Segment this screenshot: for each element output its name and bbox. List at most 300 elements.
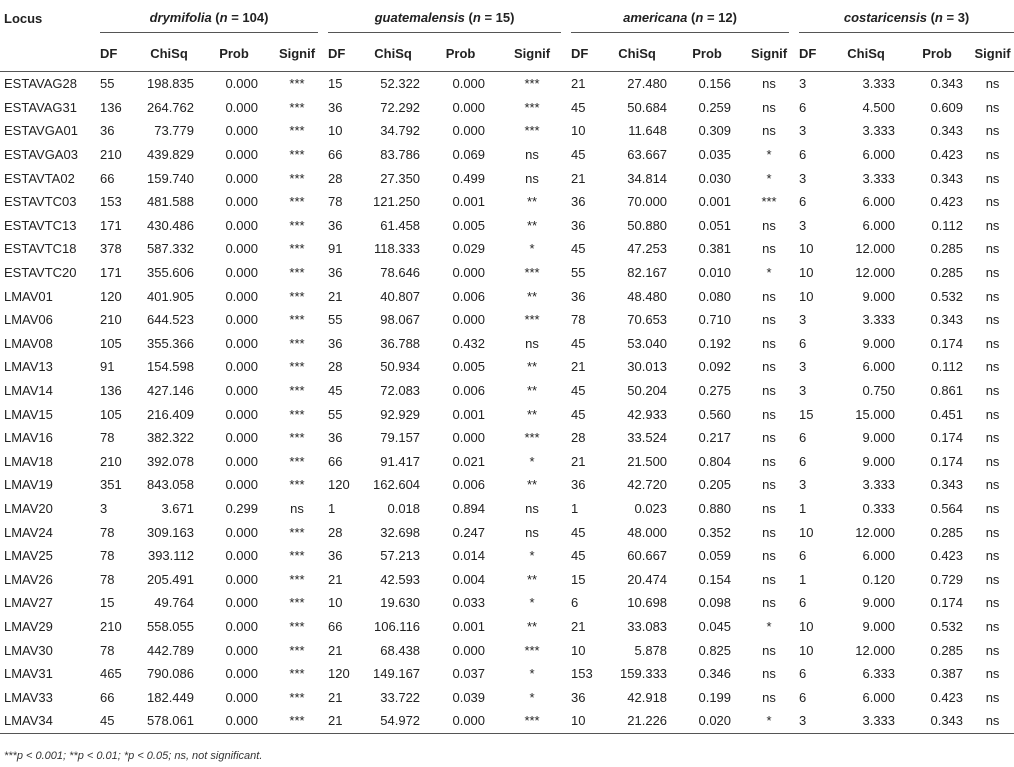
chisq-cell: 57.213: [380, 548, 421, 564]
signif-cell: ***: [289, 618, 305, 634]
signif-cell: ns: [985, 194, 1000, 210]
chisq-cell: 20.474: [627, 571, 668, 587]
df-cell: 6: [799, 666, 807, 682]
signif-cell: ns: [525, 170, 539, 186]
df-cell: 210: [100, 453, 122, 469]
chisq-cell: 50.204: [627, 383, 668, 399]
chisq-cell: 78.646: [380, 265, 421, 281]
df-cell: 10: [799, 524, 814, 540]
df-cell: 21: [328, 642, 343, 658]
df-cell: 78: [100, 430, 115, 446]
locus-cell: ESTAVAG31: [4, 99, 77, 115]
df-cell: 10: [328, 123, 343, 139]
chisq-cell: 309.163: [147, 524, 194, 540]
table-row: [0, 237, 1014, 261]
signif-cell: ns: [762, 406, 776, 422]
df-cell: 66: [328, 147, 343, 163]
signif-cell: ns: [985, 618, 1000, 634]
chisq-cell: 48.480: [627, 288, 668, 304]
prob-cell: 0.000: [452, 642, 486, 658]
signif-cell: ***: [289, 99, 305, 115]
df-cell: 6: [799, 335, 807, 351]
table-row: [0, 96, 1014, 120]
chisq-cell: 3.333: [862, 477, 896, 493]
signif-cell: *: [529, 241, 535, 257]
prob-cell: 0.343: [903, 709, 971, 733]
signif-cell: ns: [762, 595, 776, 611]
signif-cell: ns: [762, 335, 776, 351]
signif-cell: *: [529, 548, 535, 564]
prob-cell: 0.000: [225, 477, 258, 493]
signif-cell: ***: [289, 76, 305, 92]
chisq-cell: 73.779: [154, 123, 194, 139]
locus-header: Locus: [4, 10, 43, 26]
signif-cell: ***: [289, 666, 305, 682]
chisq-cell: 0.120: [862, 571, 896, 587]
df-cell: 1: [328, 500, 336, 516]
signif-cell: ***: [289, 312, 305, 328]
df-cell: 10: [571, 642, 586, 658]
chisq-cell: 12.000: [855, 642, 896, 658]
prob-cell: 0.000: [225, 265, 258, 281]
column-header-row: [0, 36, 1014, 72]
chisq-cell: 33.524: [627, 430, 668, 446]
signif-cell: ns: [985, 500, 1000, 516]
signif-cell: ns: [762, 359, 776, 375]
signif-cell: ***: [524, 312, 540, 328]
locus-cell: LMAV29: [4, 618, 53, 634]
table-row: [0, 72, 1014, 96]
chisq-cell: 3.333: [829, 709, 903, 733]
prob-cell: 0.001: [452, 406, 486, 422]
prob-cell: 0.000: [452, 99, 486, 115]
chisq-cell: 481.588: [147, 194, 194, 210]
df-cell: 21: [328, 709, 358, 733]
df-cell: 120: [100, 288, 122, 304]
df-cell: 36: [328, 335, 343, 351]
df-cell: 66: [100, 689, 115, 705]
signif-cell: ***: [289, 241, 305, 257]
df-cell: 6: [799, 99, 807, 115]
table-row: [0, 709, 1014, 733]
df-cell: 66: [100, 170, 115, 186]
chisq-cell: 0.023: [634, 500, 668, 516]
signif-cell: ns: [985, 288, 1000, 304]
signif-cell: ns: [985, 524, 1000, 540]
prob-cell: 0.000: [225, 595, 258, 611]
prob-cell: 0.199: [698, 689, 732, 705]
prob-cell: 0.156: [698, 76, 732, 92]
df-cell: 10: [799, 618, 814, 634]
signif-cell: ns: [762, 500, 776, 516]
signif-cell: ns: [762, 312, 776, 328]
prob-cell: 0.285: [930, 524, 964, 540]
signif-cell: ***: [524, 265, 540, 281]
prob-cell: 0.014: [452, 548, 486, 564]
table-row: [0, 355, 1014, 379]
table-row: [0, 402, 1014, 426]
prob-cell: 0.029: [452, 241, 486, 257]
chisq-cell: 9.000: [862, 618, 896, 634]
table-row: [0, 332, 1014, 356]
chisq-cell: 118.333: [374, 241, 421, 257]
locus-cell: LMAV06: [4, 312, 53, 328]
df-cell: 21: [571, 170, 586, 186]
table-row: [0, 591, 1014, 615]
prob-cell: 0.381: [698, 241, 732, 257]
prob-cell: 0.000: [202, 709, 266, 733]
signif-cell: *: [766, 147, 772, 163]
signif-cell: **: [526, 217, 538, 233]
prob-cell: 0.000: [452, 430, 486, 446]
df-cell: 36: [571, 194, 586, 210]
signif-cell: ns: [762, 241, 776, 257]
chisq-cell: 149.167: [373, 666, 421, 682]
locus-cell: ESTAVTC18: [4, 241, 77, 257]
chisq-cell: 159.740: [147, 170, 194, 186]
prob-cell: 0.343: [930, 477, 964, 493]
chisq-cell: 382.322: [147, 430, 194, 446]
chisq-cell: 198.835: [147, 76, 194, 92]
column-header-prob: Prob: [202, 36, 266, 72]
chisq-cell: 42.918: [627, 689, 668, 705]
prob-cell: 0.098: [698, 595, 732, 611]
signif-cell: ***: [289, 265, 305, 281]
locus-cell: LMAV33: [4, 689, 53, 705]
prob-cell: 0.564: [930, 500, 964, 516]
df-cell: 3: [799, 477, 807, 493]
prob-cell: 0.000: [452, 76, 486, 92]
df-cell: 78: [100, 642, 115, 658]
chisq-cell: 91.417: [380, 453, 421, 469]
prob-cell: 0.006: [452, 477, 486, 493]
prob-cell: 0.609: [930, 99, 964, 115]
df-cell: 120: [328, 477, 350, 493]
locus-cell: LMAV13: [4, 359, 53, 375]
signif-cell: ns: [985, 312, 1000, 328]
locus-cell: LMAV20: [4, 500, 53, 516]
df-cell: 210: [100, 147, 122, 163]
prob-cell: 0.423: [930, 147, 964, 163]
chisq-cell: 644.523: [147, 312, 194, 328]
signif-cell: ns: [762, 524, 776, 540]
df-cell: 6: [799, 595, 807, 611]
chisq-cell: 54.972: [358, 709, 428, 733]
signif-cell: ns: [762, 666, 776, 682]
chisq-cell: 33.083: [627, 618, 668, 634]
locus-cell: LMAV31: [4, 666, 53, 682]
prob-cell: 0.000: [225, 170, 258, 186]
chisq-cell: 3.333: [862, 123, 896, 139]
signif-cell: ***: [289, 335, 305, 351]
table-row: [0, 544, 1014, 568]
signif-cell: *: [766, 618, 772, 634]
chisq-cell: 355.606: [147, 265, 194, 281]
signif-cell: ns: [985, 406, 1000, 422]
signif-cell: ***: [266, 709, 328, 733]
df-cell: 36: [328, 99, 343, 115]
signif-cell: *: [766, 170, 772, 186]
table-row: [0, 143, 1014, 167]
df-cell: 3: [799, 76, 807, 92]
chisq-cell: 60.667: [627, 548, 668, 564]
chisq-cell: 3.333: [862, 170, 896, 186]
signif-cell: ***: [289, 123, 305, 139]
signif-cell: ***: [289, 430, 305, 446]
chisq-cell: 63.667: [627, 147, 668, 163]
chisq-cell: 439.829: [147, 147, 194, 163]
prob-cell: 0.006: [452, 383, 486, 399]
table-row: [0, 426, 1014, 450]
df-cell: 171: [100, 217, 122, 233]
df-cell: 6: [799, 430, 807, 446]
prob-cell: 0.000: [225, 99, 258, 115]
df-cell: 171: [100, 265, 122, 281]
prob-cell: 0.343: [930, 312, 964, 328]
prob-cell: 0.309: [698, 123, 732, 139]
chisq-cell: 92.929: [380, 406, 421, 422]
table-row: [0, 685, 1014, 709]
df-cell: 45: [571, 147, 586, 163]
signif-cell: ns: [290, 500, 304, 516]
prob-cell: 0.000: [225, 406, 258, 422]
signif-cell: ns: [525, 335, 539, 351]
chisq-cell: 12.000: [855, 241, 896, 257]
signif-cell: **: [526, 571, 538, 587]
prob-cell: 0.423: [930, 548, 964, 564]
chisq-cell: 3.671: [161, 500, 194, 516]
column-header-chisq: ChiSq: [599, 36, 675, 72]
df-cell: 153: [571, 666, 593, 682]
signif-cell: ns: [762, 217, 776, 233]
chisq-cell: 19.630: [380, 595, 421, 611]
table-row: [0, 662, 1014, 686]
prob-cell: 0.880: [698, 500, 732, 516]
chisq-cell: 442.789: [147, 642, 194, 658]
prob-cell: 0.080: [698, 288, 732, 304]
signif-cell: ns: [985, 241, 1000, 257]
chisq-cell: 6.000: [862, 548, 896, 564]
prob-cell: 0.045: [698, 618, 732, 634]
signif-cell: ns: [525, 147, 539, 163]
chisq-cell: 6.000: [862, 147, 896, 163]
prob-cell: 0.804: [698, 453, 732, 469]
prob-cell: 0.035: [698, 147, 732, 163]
chisq-cell: 9.000: [862, 453, 896, 469]
signif-cell: ns: [762, 477, 776, 493]
table-row: [0, 119, 1014, 143]
column-header-prob: Prob: [428, 36, 493, 72]
signif-cell: ***: [289, 642, 305, 658]
prob-cell: 0.001: [452, 194, 486, 210]
df-cell: 36: [100, 123, 115, 139]
table-row: [0, 497, 1014, 521]
df-cell: 36: [328, 265, 343, 281]
prob-cell: 0.000: [225, 548, 258, 564]
prob-cell: 0.423: [930, 194, 964, 210]
locus-cell: LMAV27: [4, 595, 53, 611]
signif-cell: ns: [985, 453, 1000, 469]
signif-cell: ns: [525, 524, 539, 540]
prob-cell: 0.285: [930, 265, 964, 281]
df-cell: 15: [571, 571, 586, 587]
chisq-cell: 5.878: [634, 642, 668, 658]
prob-cell: 0.000: [225, 359, 258, 375]
signif-cell: ns: [985, 642, 1000, 658]
table-row: [0, 473, 1014, 497]
df-cell: 6: [799, 194, 807, 210]
signif-cell: ns: [985, 147, 1000, 163]
chisq-cell: 42.720: [627, 477, 668, 493]
chisq-cell: 843.058: [147, 477, 194, 493]
prob-cell: 0.021: [452, 453, 486, 469]
signif-cell: *: [529, 453, 535, 469]
prob-cell: 0.343: [930, 123, 964, 139]
prob-cell: 0.001: [452, 618, 486, 634]
prob-cell: 0.387: [930, 666, 964, 682]
chisq-cell: 4.500: [862, 99, 896, 115]
signif-cell: ***: [524, 123, 540, 139]
df-cell: 45: [328, 383, 343, 399]
chisq-cell: 6.000: [862, 359, 896, 375]
locus-cell: LMAV30: [4, 642, 53, 658]
column-header-signif: Signif: [266, 36, 328, 72]
prob-cell: 0.000: [452, 123, 486, 139]
chisq-cell: 182.449: [147, 689, 194, 705]
column-header-chisq: ChiSq: [358, 36, 428, 72]
prob-cell: 0.000: [225, 524, 258, 540]
signif-cell: ns: [985, 477, 1000, 493]
chisq-cell: 72.083: [380, 383, 421, 399]
df-cell: 66: [328, 618, 343, 634]
signif-cell: **: [526, 288, 538, 304]
signif-cell: **: [526, 383, 538, 399]
signif-cell: ns: [985, 359, 1000, 375]
df-cell: 21: [328, 288, 343, 304]
table-row: [0, 450, 1014, 474]
chisq-cell: 427.146: [147, 383, 194, 399]
chisq-cell: 32.698: [380, 524, 421, 540]
prob-cell: 0.154: [698, 571, 732, 587]
chisq-cell: 162.604: [373, 477, 421, 493]
signif-cell: ns: [985, 571, 1000, 587]
chisq-cell: 6.000: [862, 194, 896, 210]
prob-cell: 0.174: [930, 453, 964, 469]
df-cell: 1: [799, 571, 807, 587]
prob-cell: 0.825: [698, 642, 732, 658]
df-cell: 3: [799, 217, 807, 233]
signif-cell: ns: [762, 76, 776, 92]
locus-cell: ESTAVGA01: [4, 123, 78, 139]
prob-cell: 0.069: [452, 147, 486, 163]
prob-cell: 0.343: [930, 170, 964, 186]
column-header-signif: Signif: [971, 36, 1014, 72]
signif-cell: ***: [289, 477, 305, 493]
prob-cell: 0.051: [698, 217, 732, 233]
chisq-cell: 9.000: [862, 335, 896, 351]
signif-cell: ns: [985, 689, 1000, 705]
prob-cell: 0.000: [225, 618, 258, 634]
chisq-cell: 70.653: [627, 312, 668, 328]
prob-cell: 0.006: [452, 288, 486, 304]
column-header-chisq: ChiSq: [829, 36, 903, 72]
column-header-signif: Signif: [739, 36, 799, 72]
df-cell: 45: [571, 406, 586, 422]
prob-cell: 0.259: [698, 99, 732, 115]
chisq-cell: 216.409: [147, 406, 194, 422]
table-row: [0, 567, 1014, 591]
df-cell: 21: [571, 453, 586, 469]
prob-cell: 0.000: [225, 689, 258, 705]
df-cell: 136: [100, 383, 122, 399]
chisq-cell: 154.598: [147, 359, 194, 375]
prob-cell: 0.432: [452, 335, 486, 351]
group-header-row: [0, 0, 1014, 36]
signif-cell: *: [529, 666, 535, 682]
table-row: [0, 308, 1014, 332]
df-cell: 3: [799, 312, 807, 328]
df-cell: 36: [571, 689, 586, 705]
prob-cell: 0.174: [930, 335, 964, 351]
chisq-cell: 36.788: [380, 335, 421, 351]
chisq-cell: 50.880: [627, 217, 668, 233]
prob-cell: 0.000: [225, 666, 258, 682]
df-cell: 3: [799, 359, 807, 375]
prob-cell: 0.000: [225, 147, 258, 163]
prob-cell: 0.039: [452, 689, 486, 705]
locus-cell: LMAV08: [4, 335, 53, 351]
signif-cell: ns: [762, 453, 776, 469]
locus-cell: ESTAVTC20: [4, 265, 77, 281]
df-cell: 3: [799, 709, 829, 733]
prob-cell: 0.343: [930, 76, 964, 92]
df-cell: 28: [328, 170, 343, 186]
prob-cell: 0.000: [225, 642, 258, 658]
prob-cell: 0.000: [225, 571, 258, 587]
df-cell: 15: [328, 76, 343, 92]
prob-cell: 0.499: [452, 170, 486, 186]
signif-cell: ns: [985, 265, 1000, 281]
df-cell: 45: [100, 709, 136, 733]
chisq-cell: 68.438: [380, 642, 421, 658]
prob-cell: 0.030: [698, 170, 732, 186]
signif-cell: *: [529, 689, 535, 705]
signif-cell: ns: [762, 383, 776, 399]
signif-cell: *: [766, 265, 772, 281]
chisq-cell: 52.322: [380, 76, 421, 92]
prob-cell: 0.000: [225, 453, 258, 469]
prob-cell: 0.285: [930, 642, 964, 658]
chisq-cell: 83.786: [380, 147, 421, 163]
signif-cell: ns: [985, 99, 1000, 115]
prob-cell: 0.174: [930, 595, 964, 611]
prob-cell: 0.059: [698, 548, 732, 564]
signif-cell: ns: [985, 123, 1000, 139]
chisq-cell: 121.250: [373, 194, 421, 210]
prob-cell: 0.532: [930, 288, 964, 304]
signif-cell: ***: [289, 548, 305, 564]
df-cell: 105: [100, 406, 122, 422]
signif-cell: ***: [289, 524, 305, 540]
table-row: [0, 261, 1014, 285]
prob-cell: 0.423: [930, 689, 964, 705]
signif-cell: ns: [762, 548, 776, 564]
chisq-cell: 82.167: [627, 265, 668, 281]
chisq-cell: 50.934: [380, 359, 421, 375]
locus-cell: LMAV34: [0, 709, 100, 733]
chisq-cell: 790.086: [147, 666, 194, 682]
df-cell: 3: [799, 170, 807, 186]
